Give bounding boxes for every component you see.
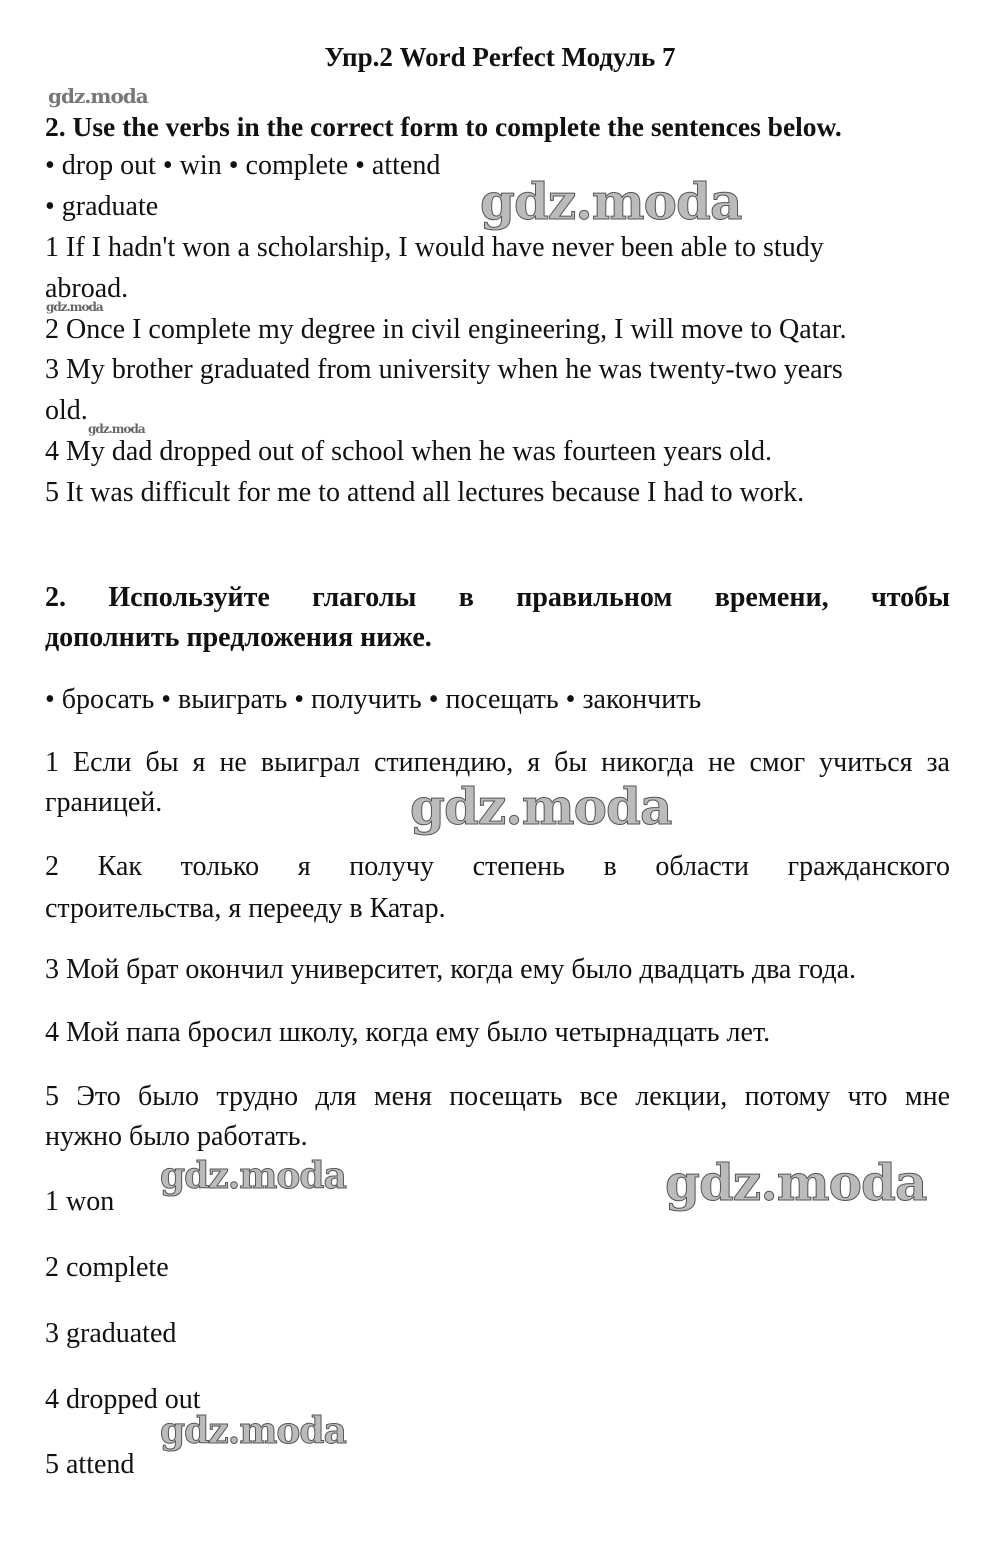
sentence-4: 4 My dad dropped out of school when he was fourteen years old. xyxy=(45,436,773,467)
verb-list: • drop out • win • complete • attend xyxy=(45,150,441,181)
watermark: gdz.moda xyxy=(160,1410,346,1452)
russian-verb-list: • бросать • выиграть • получить • посещать • закончить xyxy=(45,684,702,715)
watermark: gdz.moda xyxy=(46,300,103,314)
answer-5: 5 attend xyxy=(45,1449,135,1480)
answer-3: 3 graduated xyxy=(45,1318,177,1349)
sentence-2: 2 Once I complete my degree in civil engineering, I will move to Qatar. xyxy=(45,314,847,345)
answer-4: 4 dropped out xyxy=(45,1384,201,1415)
russian-heading: 2. Используйте глаголы в правильном времени, чтобы xyxy=(45,582,950,613)
exercise-heading: 2. Use the verbs in the correct form to complete the sentences below. xyxy=(45,111,842,142)
answer-2: 2 complete xyxy=(45,1252,169,1283)
sentence-5: 5 It was difficult for me to attend all lectures because I had to work. xyxy=(45,477,805,508)
russian-sentence-2-cont: строительства, я перееду в Катар. xyxy=(45,893,446,924)
verb-list-cont: • graduate xyxy=(45,191,159,222)
sentence-3-cont: old. xyxy=(45,395,88,426)
russian-sentence-2: 2 Как только я получу степень в области гражданского xyxy=(45,851,950,882)
russian-sentence-3: 3 Мой брат окончил университет, когда ему было двадцать два года. xyxy=(45,954,857,985)
watermark: gdz.moda xyxy=(480,172,742,231)
russian-sentence-1: 1 Если бы я не выиграл стипендию, я бы никогда не смог учиться за xyxy=(45,747,950,778)
watermark: gdz.moda xyxy=(410,777,672,836)
watermark: gdz.moda xyxy=(48,84,148,108)
russian-sentence-4: 4 Мой папа бросил школу, когда ему было четырнадцать лет. xyxy=(45,1017,771,1048)
russian-sentence-5-cont: нужно было работать. xyxy=(45,1121,308,1152)
watermark: gdz.moda xyxy=(160,1155,346,1197)
watermark: gdz.moda xyxy=(665,1153,927,1212)
answer-1: 1 won xyxy=(45,1186,115,1217)
page-title: Упр.2 Word Perfect Модуль 7 xyxy=(324,42,676,72)
sentence-1-cont: abroad. xyxy=(45,273,129,304)
sentence-3: 3 My brother graduated from university when he was twenty-two years xyxy=(45,354,843,385)
russian-sentence-1-cont: границей. xyxy=(45,787,163,818)
russian-heading-cont: дополнить предложения ниже. xyxy=(45,622,432,653)
russian-sentence-5: 5 Это было трудно для меня посещать все лекции, потому что мне xyxy=(45,1081,950,1112)
watermark: gdz.moda xyxy=(88,422,145,436)
sentence-1: 1 If I hadn't won a scholarship, I would have never been able to study xyxy=(45,232,824,263)
